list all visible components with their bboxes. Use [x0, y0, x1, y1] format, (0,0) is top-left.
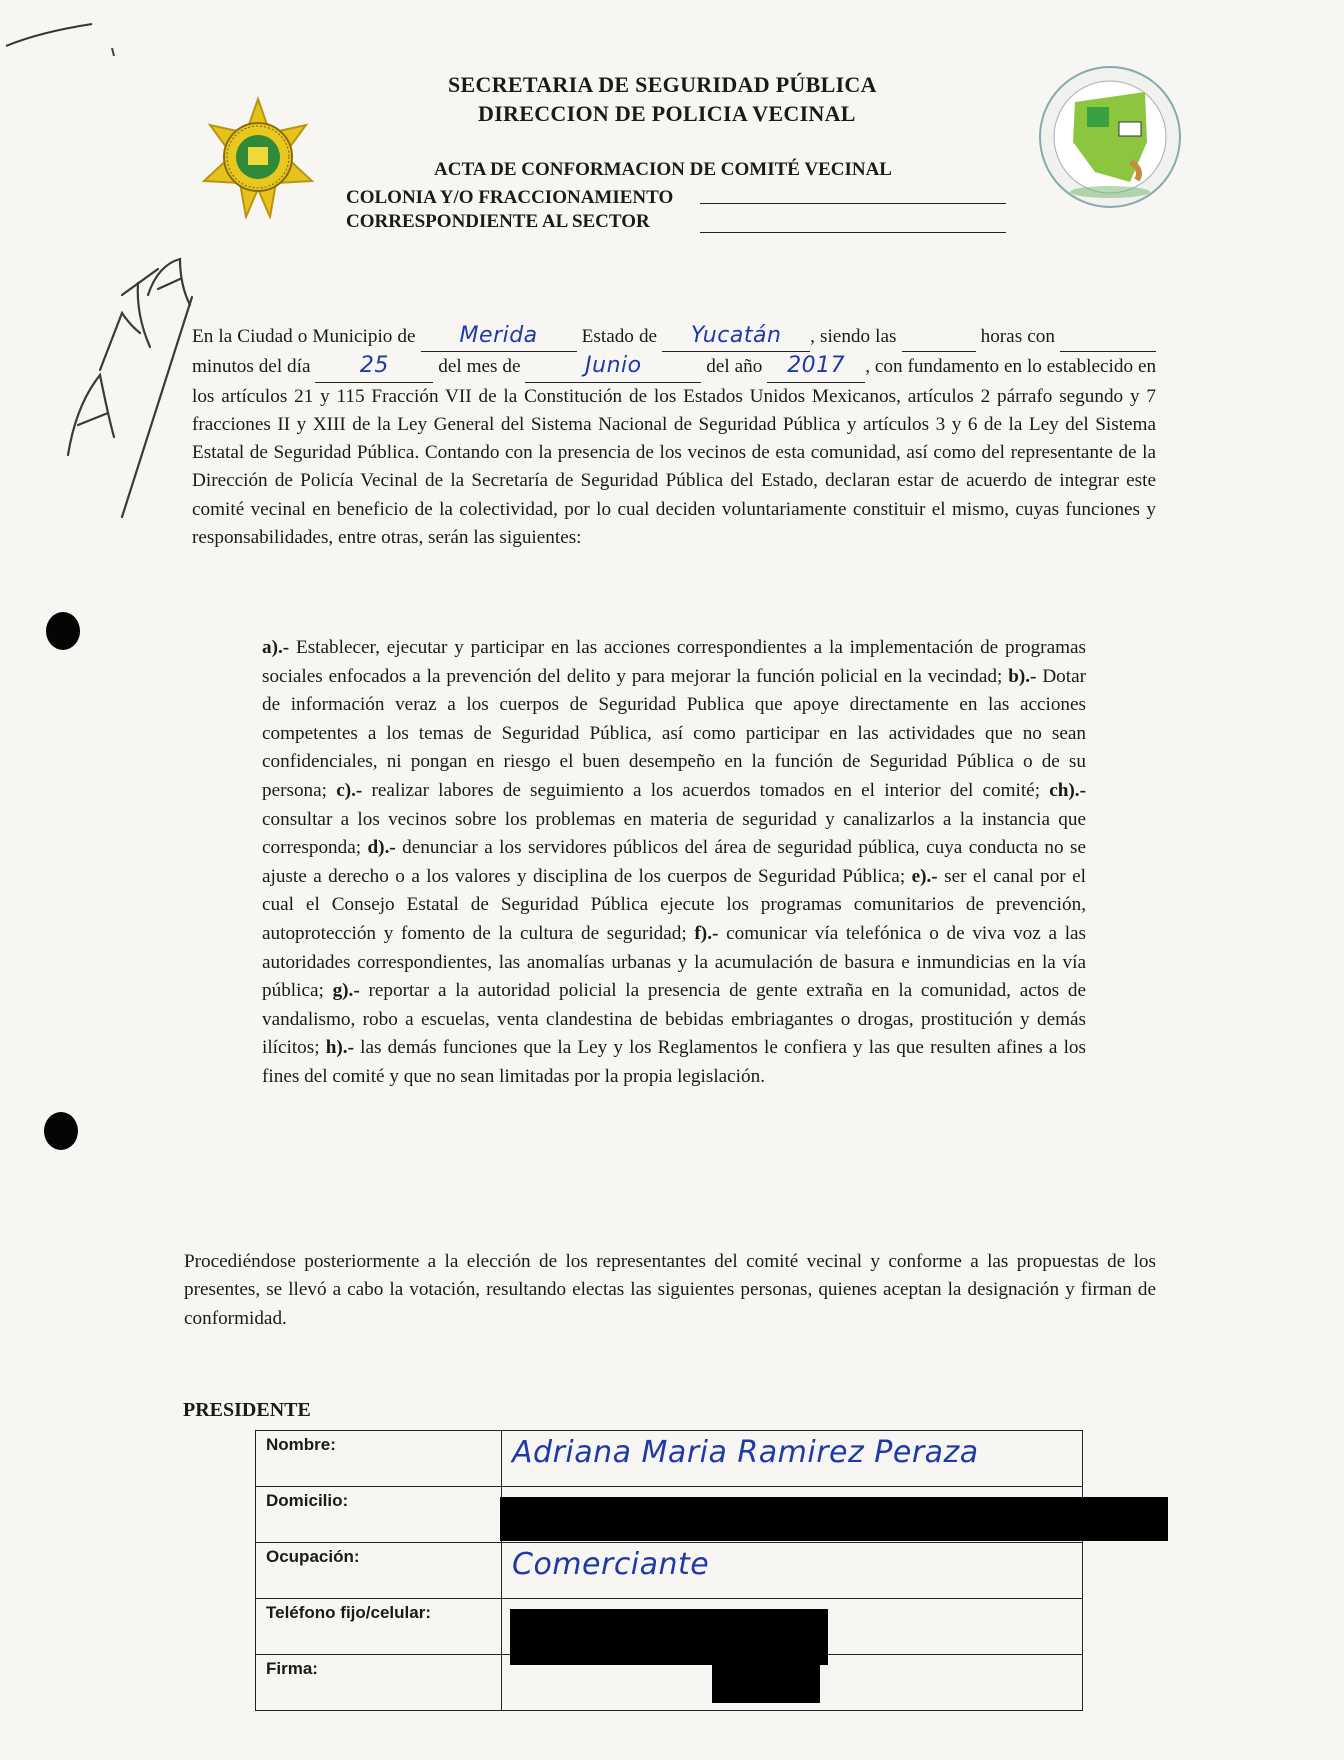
- ocupacion-label: Ocupación:: [256, 1543, 502, 1599]
- funcion-text: reportar a la autoridad policial la presencia de gente extraña en la comunidad, actos de vandalismo, robo a escuelas, venta clandestina de bebidas embriagantes o drogas, prostitución y demás ilícitos;: [262, 980, 1086, 1059]
- funcion-key: a).-: [262, 637, 290, 658]
- intro-text-2: Estado de: [581, 326, 658, 347]
- mes-field[interactable]: [525, 352, 701, 382]
- telefono-label: Teléfono fijo/celular:: [256, 1599, 502, 1655]
- sector-label: CORRESPONDIENTE AL SECTOR: [346, 211, 650, 232]
- funcion-key: b).-: [1008, 665, 1037, 687]
- police-star-badge: [196, 95, 320, 219]
- binder-hole-bottom: [44, 1112, 78, 1150]
- pen-mark: [0, 10, 120, 60]
- acta-title: ACTA DE CONFORMACION DE COMITÉ VECINAL: [434, 159, 892, 180]
- funcion-text: Establecer, ejecutar y participar en las acciones correspondientes a la implementación de programas sociales enfocados a la prevención del delito y para mejorar la función policial en la vecindad;: [262, 637, 1086, 687]
- header-title-line1: SECRETARIA DE SEGURIDAD PÚBLICA: [448, 72, 877, 97]
- intro-text-7: del año: [706, 356, 763, 378]
- firma-redaction: [712, 1651, 820, 1703]
- table-row: [256, 1543, 1083, 1599]
- intro-text-8: , con fundamento en lo establecido en los artículos 21 y 115 Fracción VII de la Constitución de los Estados Unidos Mexicanos, artículos 2 párrafo segundo y 7 fracciones II y XIII de la Ley General del Sistema Nacional de Seguridad Pública y artículos 3 y 6 de la Ley del Sistema Estatal de Seguridad Pública. Contando con la presencia de los vecinos de esta comunidad, así como del representante de la Dirección de Policía Vecinal de la Secretaría de Seguridad Pública del Estado, declaran estar de acuerdo de integrar este comité vecinal en beneficio de la colectividad, por lo cual deciden voluntariamente constituir el mismo, cuyas funciones y responsabilidades, entre otras, serán las siguientes:: [192, 356, 1157, 549]
- domicilio-field[interactable]: [502, 1487, 1083, 1543]
- funcion-text: ser el canal por el cual el Consejo Estatal de Seguridad Pública ejecute los programas comunitarios de prevención, autoprotección y fomento de la cultura de seguridad;: [262, 865, 1086, 944]
- funcion-text: comunicar vía telefónica o de viva voz a las autoridades correspondientes, las anomalías urbanas y la acumulación de basura e inmundicias en la vía pública;: [262, 922, 1087, 1002]
- table-row: [256, 1599, 1083, 1655]
- nombre-label: Nombre:: [256, 1431, 502, 1487]
- funcion-text: realizar labores de seguimiento a los acuerdos tomados en el interior del comité;: [362, 779, 1050, 801]
- firma-label: Firma:: [256, 1655, 502, 1711]
- municipio-field[interactable]: [421, 322, 577, 352]
- domicilio-redaction: [500, 1497, 1168, 1541]
- intro-paragraph: [192, 322, 1156, 552]
- intro-text-5: minutos del día: [192, 356, 311, 378]
- funcion-key: e).-: [911, 865, 938, 887]
- intro-text-1: En la Ciudad o Municipio de: [192, 326, 416, 347]
- nombre-field[interactable]: [502, 1431, 1083, 1487]
- table-row: [256, 1487, 1083, 1543]
- header-title-line2: DIRECCION DE POLICIA VECINAL: [478, 101, 856, 126]
- intro-text-6: del mes de: [438, 356, 521, 378]
- presidente-table: [255, 1430, 1083, 1711]
- estado-field[interactable]: [662, 322, 810, 352]
- ocupacion-field[interactable]: [502, 1543, 1083, 1599]
- funcion-text: Dotar de información veraz a los cuerpos de Seguridad Publica que apoye directamente en las acciones competentes a los temas de Seguridad Pública, así como participar en las actividades que no sean confidenciales, ni pongan en riesgo el buen desempeño en la función de Seguridad Pública o de su persona;: [262, 665, 1087, 801]
- ocupacion-value: Comerciante: [512, 1547, 710, 1582]
- funcion-key: f).-: [694, 922, 719, 944]
- colonia-field[interactable]: [700, 203, 1006, 204]
- presidente-heading: PRESIDENTE: [183, 1399, 311, 1421]
- funcion-key: d).-: [367, 837, 396, 859]
- table-row: [256, 1655, 1083, 1711]
- telefono-field[interactable]: [502, 1599, 1083, 1655]
- funcion-key: ch).-: [1049, 779, 1086, 801]
- funcion-text: denunciar a los servidores públicos del área de seguridad pública, cuya conducta no se ajuste a derecho o a los valores y disciplina de los cuerpos de Seguridad Pública;: [262, 837, 1086, 887]
- anio-field[interactable]: [767, 352, 865, 382]
- firma-field[interactable]: [502, 1655, 1083, 1711]
- mes-value: Junio: [585, 353, 642, 379]
- intro-text-3: , siendo las: [810, 326, 897, 347]
- domicilio-label: Domicilio:: [256, 1487, 502, 1543]
- table-row: [256, 1431, 1083, 1487]
- funcion-key: g).-: [332, 980, 360, 1002]
- sector-field[interactable]: [700, 232, 1006, 233]
- funciones-paragraph: [262, 634, 1086, 1092]
- intro-text-4: horas con: [980, 326, 1055, 347]
- closing-paragraph: Procediéndose posteriormente a la elección de los representantes del comité vecinal y conforme a las propuestas de los presentes, se llevó a cabo la votación, resultando electas las siguientes personas, quienes aceptan la designación y firman de conformidad.: [184, 1251, 1156, 1329]
- estado-value: Yucatán: [690, 323, 782, 348]
- consejo-estatal-seal: [1035, 62, 1185, 212]
- funcion-text: las demás funciones que la Ley y los Reglamentos le confiera y las que resulten afines a los fines del comité y que no sean limitadas por la propia legislación.: [262, 1037, 1086, 1087]
- anio-value: 2017: [787, 353, 846, 379]
- minutos-field[interactable]: [1060, 323, 1156, 352]
- colonia-label: COLONIA Y/O FRACCIONAMIENTO: [346, 187, 674, 208]
- dia-value: 25: [359, 353, 389, 379]
- funcion-key: c).-: [336, 779, 363, 801]
- funcion-key: h).-: [325, 1037, 354, 1059]
- binder-hole-top: [46, 612, 80, 650]
- nombre-value: Adriana Maria Ramirez Peraza: [512, 1435, 979, 1470]
- dia-field[interactable]: [315, 352, 433, 382]
- funcion-text: consultar a los vecinos sobre los problemas en materia de seguridad y canalizarlos a la instancia que corresponda;: [262, 808, 1086, 859]
- municipio-value: Merida: [459, 323, 538, 348]
- horas-field[interactable]: [902, 323, 976, 352]
